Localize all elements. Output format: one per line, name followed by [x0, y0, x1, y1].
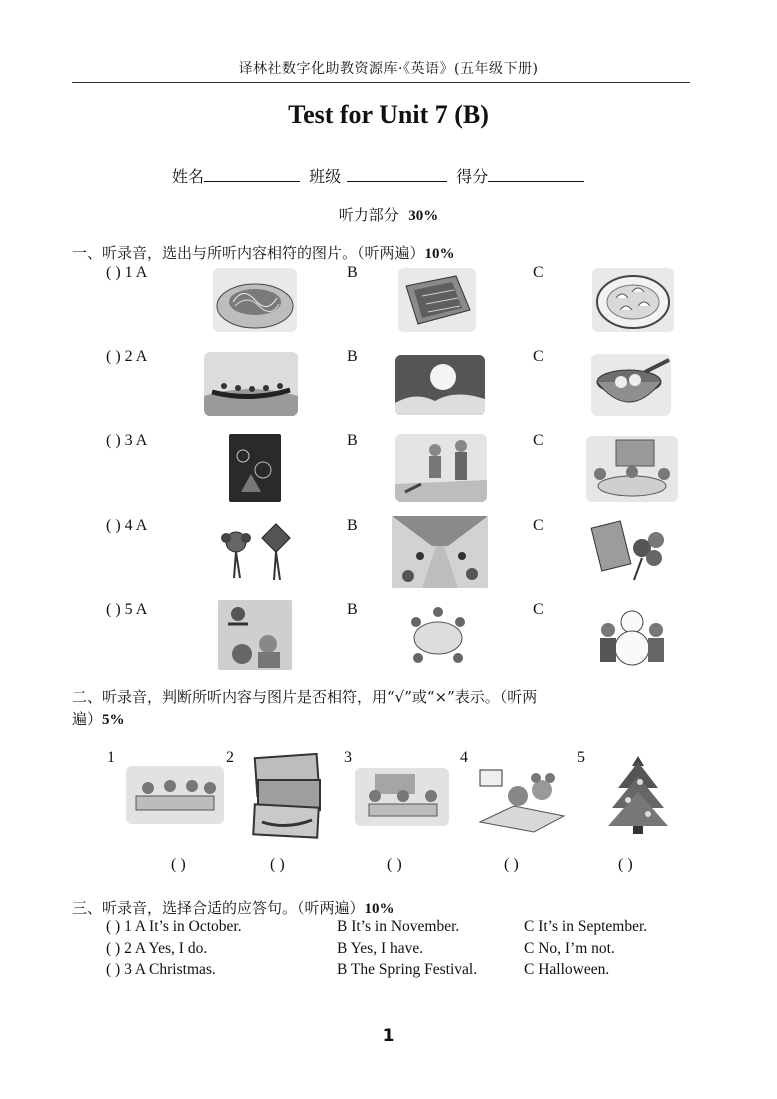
s2-answer-5[interactable]: ( ) — [618, 856, 633, 873]
s1-row5-label: ( ) 5 A — [106, 601, 148, 618]
section2-heading-line2 — [72, 708, 125, 729]
part-value: 30% — [408, 208, 439, 224]
s1-row3-b: B — [347, 432, 358, 449]
s2-num-5: 5 — [577, 749, 585, 766]
s1-row5-c: C — [533, 601, 544, 618]
s3-q2-c: C No, I’m not. — [524, 940, 615, 957]
snowman-children-picture — [594, 600, 672, 670]
section2-heading-text: 二、听录音，判断所听内容与图片是否相符，用“√”或“×”表示。（听两 — [72, 688, 538, 706]
dragon-boat-picture — [204, 352, 298, 416]
family-feast-picture — [408, 600, 468, 670]
s1-row2-label: ( ) 2 A — [106, 348, 148, 365]
section2-heading-text2: 遍） — [72, 710, 103, 728]
class-label: 班级 — [309, 167, 342, 186]
family-meal-picture — [355, 768, 449, 826]
photo-stack-picture — [250, 752, 326, 840]
score-label: 得分 — [456, 167, 489, 186]
s3-q2-a: ( ) 2 A Yes, I do. — [106, 940, 208, 957]
chinese-knots-picture — [214, 516, 298, 586]
part-title — [0, 204, 777, 225]
s1-row3-c: C — [533, 432, 544, 449]
student-info-line — [172, 164, 584, 187]
book-header: 译林社数字化助教资源库·《英语》(五年级下册) — [238, 61, 539, 77]
s3-q1-b: B It’s in November. — [337, 918, 460, 935]
page-number: 1 — [382, 1026, 395, 1046]
dumplings-plate-picture — [592, 268, 674, 332]
mooncake-box-picture — [398, 268, 476, 332]
s1-row2-b: B — [347, 348, 358, 365]
section3-heading-text: 三、听录音，选择合适的应答句。（听两遍） — [72, 899, 365, 917]
s1-row5-b: B — [347, 601, 358, 618]
party-table-picture — [126, 766, 224, 824]
s2-num-4: 4 — [460, 749, 468, 766]
part-label: 听力部分 — [338, 206, 399, 224]
s1-row2-c: C — [533, 348, 544, 365]
section3-heading — [72, 897, 395, 918]
section2-points: 5% — [102, 712, 125, 728]
header-rule — [72, 82, 690, 83]
s2-answer-1[interactable]: ( ) — [171, 856, 186, 873]
s2-answer-3[interactable]: ( ) — [387, 856, 402, 873]
s1-row3-label: ( ) 3 A — [106, 432, 148, 449]
s1-row1-c: C — [533, 264, 544, 281]
name-blank[interactable] — [204, 165, 300, 182]
section2-heading — [72, 686, 702, 707]
test-title: Test for Unit 7 (B) — [288, 100, 489, 129]
mothers-day-card-picture — [590, 518, 672, 584]
section1-points: 10% — [424, 246, 455, 262]
name-label: 姓名 — [172, 167, 205, 186]
lantern-street-picture — [392, 516, 488, 588]
s3-q2-b: B Yes, I have. — [337, 940, 424, 957]
s2-num-3: 3 — [344, 749, 352, 766]
section3-points: 10% — [364, 901, 395, 917]
s3-q1-c: C It’s in September. — [524, 918, 648, 935]
s3-q3-b: B The Spring Festival. — [337, 961, 478, 978]
rice-balls-bowl-picture — [591, 354, 671, 416]
s2-answer-2[interactable]: ( ) — [270, 856, 285, 873]
s2-num-1: 1 — [107, 749, 115, 766]
mice-cheese-picture — [474, 766, 570, 836]
noodles-dish-picture — [213, 268, 297, 332]
halloween-party-picture — [218, 600, 292, 670]
s1-row4-c: C — [533, 517, 544, 534]
children-planting-picture — [395, 434, 487, 502]
section1-heading — [72, 242, 455, 263]
christmas-tree-picture — [604, 752, 672, 836]
s1-row4-b: B — [347, 517, 358, 534]
s3-q3-c: C Halloween. — [524, 961, 610, 978]
class-blank[interactable] — [347, 165, 447, 182]
s3-q3-a: ( ) 3 A Christmas. — [106, 961, 216, 978]
s1-row1-label: ( ) 1 A — [106, 264, 148, 281]
section1-heading-text: 一、听录音，选出与所听内容相符的图片。（听两遍） — [72, 244, 425, 262]
score-blank[interactable] — [488, 165, 584, 182]
family-dinner-picture — [586, 436, 678, 502]
s1-row4-label: ( ) 4 A — [106, 517, 148, 534]
s2-answer-4[interactable]: ( ) — [504, 856, 519, 873]
full-moon-picture — [395, 355, 485, 415]
s3-q1-a: ( ) 1 A It’s in October. — [106, 918, 242, 935]
s2-num-2: 2 — [226, 749, 234, 766]
s1-row1-b: B — [347, 264, 358, 281]
fireworks-night-picture — [229, 434, 281, 502]
